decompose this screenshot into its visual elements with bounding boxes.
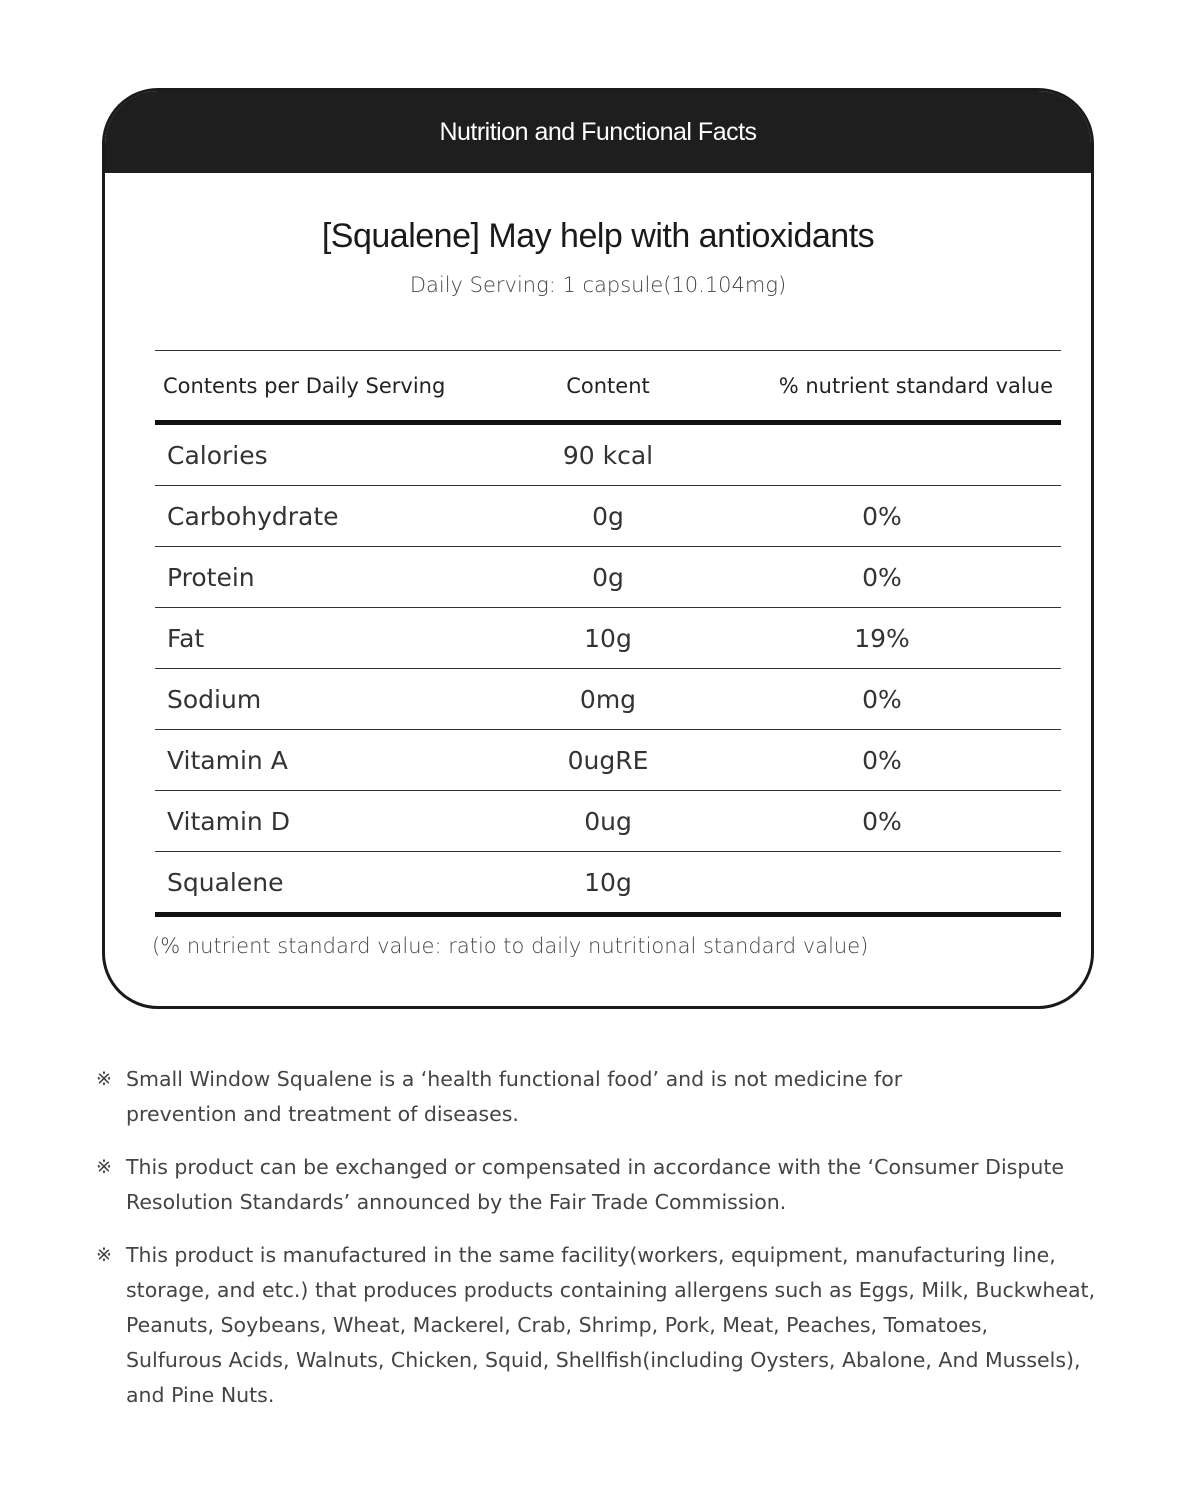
- nutrient-name: Carbohydrate: [155, 486, 513, 547]
- notice-list: [96, 1062, 1106, 1431]
- column-header-percent: % nutrient standard value: [703, 351, 1061, 423]
- nutrient-percent: 0%: [703, 730, 1061, 791]
- table-row: [155, 791, 1061, 852]
- nutrient-amount: 10g: [513, 852, 703, 915]
- nutrient-percent: 0%: [703, 486, 1061, 547]
- nutrient-name: Vitamin A: [155, 730, 513, 791]
- nutrition-facts-panel: [102, 88, 1094, 1009]
- nutrition-table: [155, 350, 1061, 917]
- nutrient-name: Fat: [155, 608, 513, 669]
- panel-header-title: Nutrition and Functional Facts: [439, 117, 757, 146]
- notice-line: Peanuts, Soybeans, Wheat, Mackerel, Crab, Shrimp, Pork, Meat, Peaches, Tomatoes,: [126, 1313, 989, 1337]
- reference-mark-icon: ※: [96, 1156, 112, 1178]
- nutrient-percent: 19%: [703, 608, 1061, 669]
- nutrient-percent: [703, 852, 1061, 915]
- daily-serving: Daily Serving: 1 capsule(10.104mg): [409, 273, 787, 297]
- notice-line: storage, and etc.) that produces products containing allergens such as Eggs, Milk, Buckwheat,: [126, 1278, 1096, 1302]
- table-row: [155, 730, 1061, 791]
- notice-line: and Pine Nuts.: [126, 1383, 275, 1407]
- nutrient-percent: 0%: [703, 791, 1061, 852]
- notice-item: [96, 1238, 1106, 1413]
- nutrient-name: Vitamin D: [155, 791, 513, 852]
- notice-line: This product can be exchanged or compensated in accordance with the ‘Consumer Dispute: [126, 1155, 1064, 1179]
- nutrient-name: Protein: [155, 547, 513, 608]
- nutrient-name: Squalene: [155, 852, 513, 915]
- table-row: [155, 608, 1061, 669]
- nutrient-amount: 10g: [513, 608, 703, 669]
- notice-line: Sulfurous Acids, Walnuts, Chicken, Squid, Shellfish(including Oysters, Abalone, And Mussels),: [126, 1348, 1081, 1372]
- table-row: [155, 486, 1061, 547]
- notice-line: prevention and treatment of diseases.: [126, 1102, 519, 1126]
- nutrient-amount: 0g: [513, 547, 703, 608]
- column-header-content: Content: [513, 351, 703, 423]
- nutrient-amount: 90 kcal: [513, 423, 703, 486]
- notice-item: [96, 1062, 1106, 1132]
- nutrient-name: Calories: [155, 423, 513, 486]
- reference-mark-icon: ※: [96, 1244, 112, 1266]
- table-row: [155, 852, 1061, 915]
- table-footnote: (% nutrient standard value: ratio to daily nutritional standard value): [152, 934, 869, 958]
- notice-text: [126, 1150, 1101, 1220]
- nutrient-name: Sodium: [155, 669, 513, 730]
- nutrient-percent: [703, 423, 1061, 486]
- table-row: [155, 547, 1061, 608]
- nutrient-amount: 0ugRE: [513, 730, 703, 791]
- panel-header: [105, 91, 1091, 173]
- nutrient-amount: 0ug: [513, 791, 703, 852]
- table-header-row: [155, 351, 1061, 423]
- nutrient-amount: 0g: [513, 486, 703, 547]
- table-row: [155, 423, 1061, 486]
- notice-text: [126, 1062, 1101, 1132]
- reference-mark-icon: ※: [96, 1068, 112, 1090]
- column-header-name: Contents per Daily Serving: [155, 351, 513, 423]
- notice-line: This product is manufactured in the same facility(workers, equipment, manufacturing line,: [126, 1243, 1056, 1267]
- product-title: [Squalene] May help with antioxidants: [321, 217, 875, 255]
- notice-text: [126, 1238, 1101, 1413]
- notice-line: Resolution Standards’ announced by the Fair Trade Commission.: [126, 1190, 787, 1214]
- table-row: [155, 669, 1061, 730]
- nutrient-amount: 0mg: [513, 669, 703, 730]
- notice-line: Small Window Squalene is a ‘health functional food’ and is not medicine for: [126, 1067, 903, 1091]
- nutrient-percent: 0%: [703, 669, 1061, 730]
- notice-item: [96, 1150, 1106, 1220]
- nutrient-percent: 0%: [703, 547, 1061, 608]
